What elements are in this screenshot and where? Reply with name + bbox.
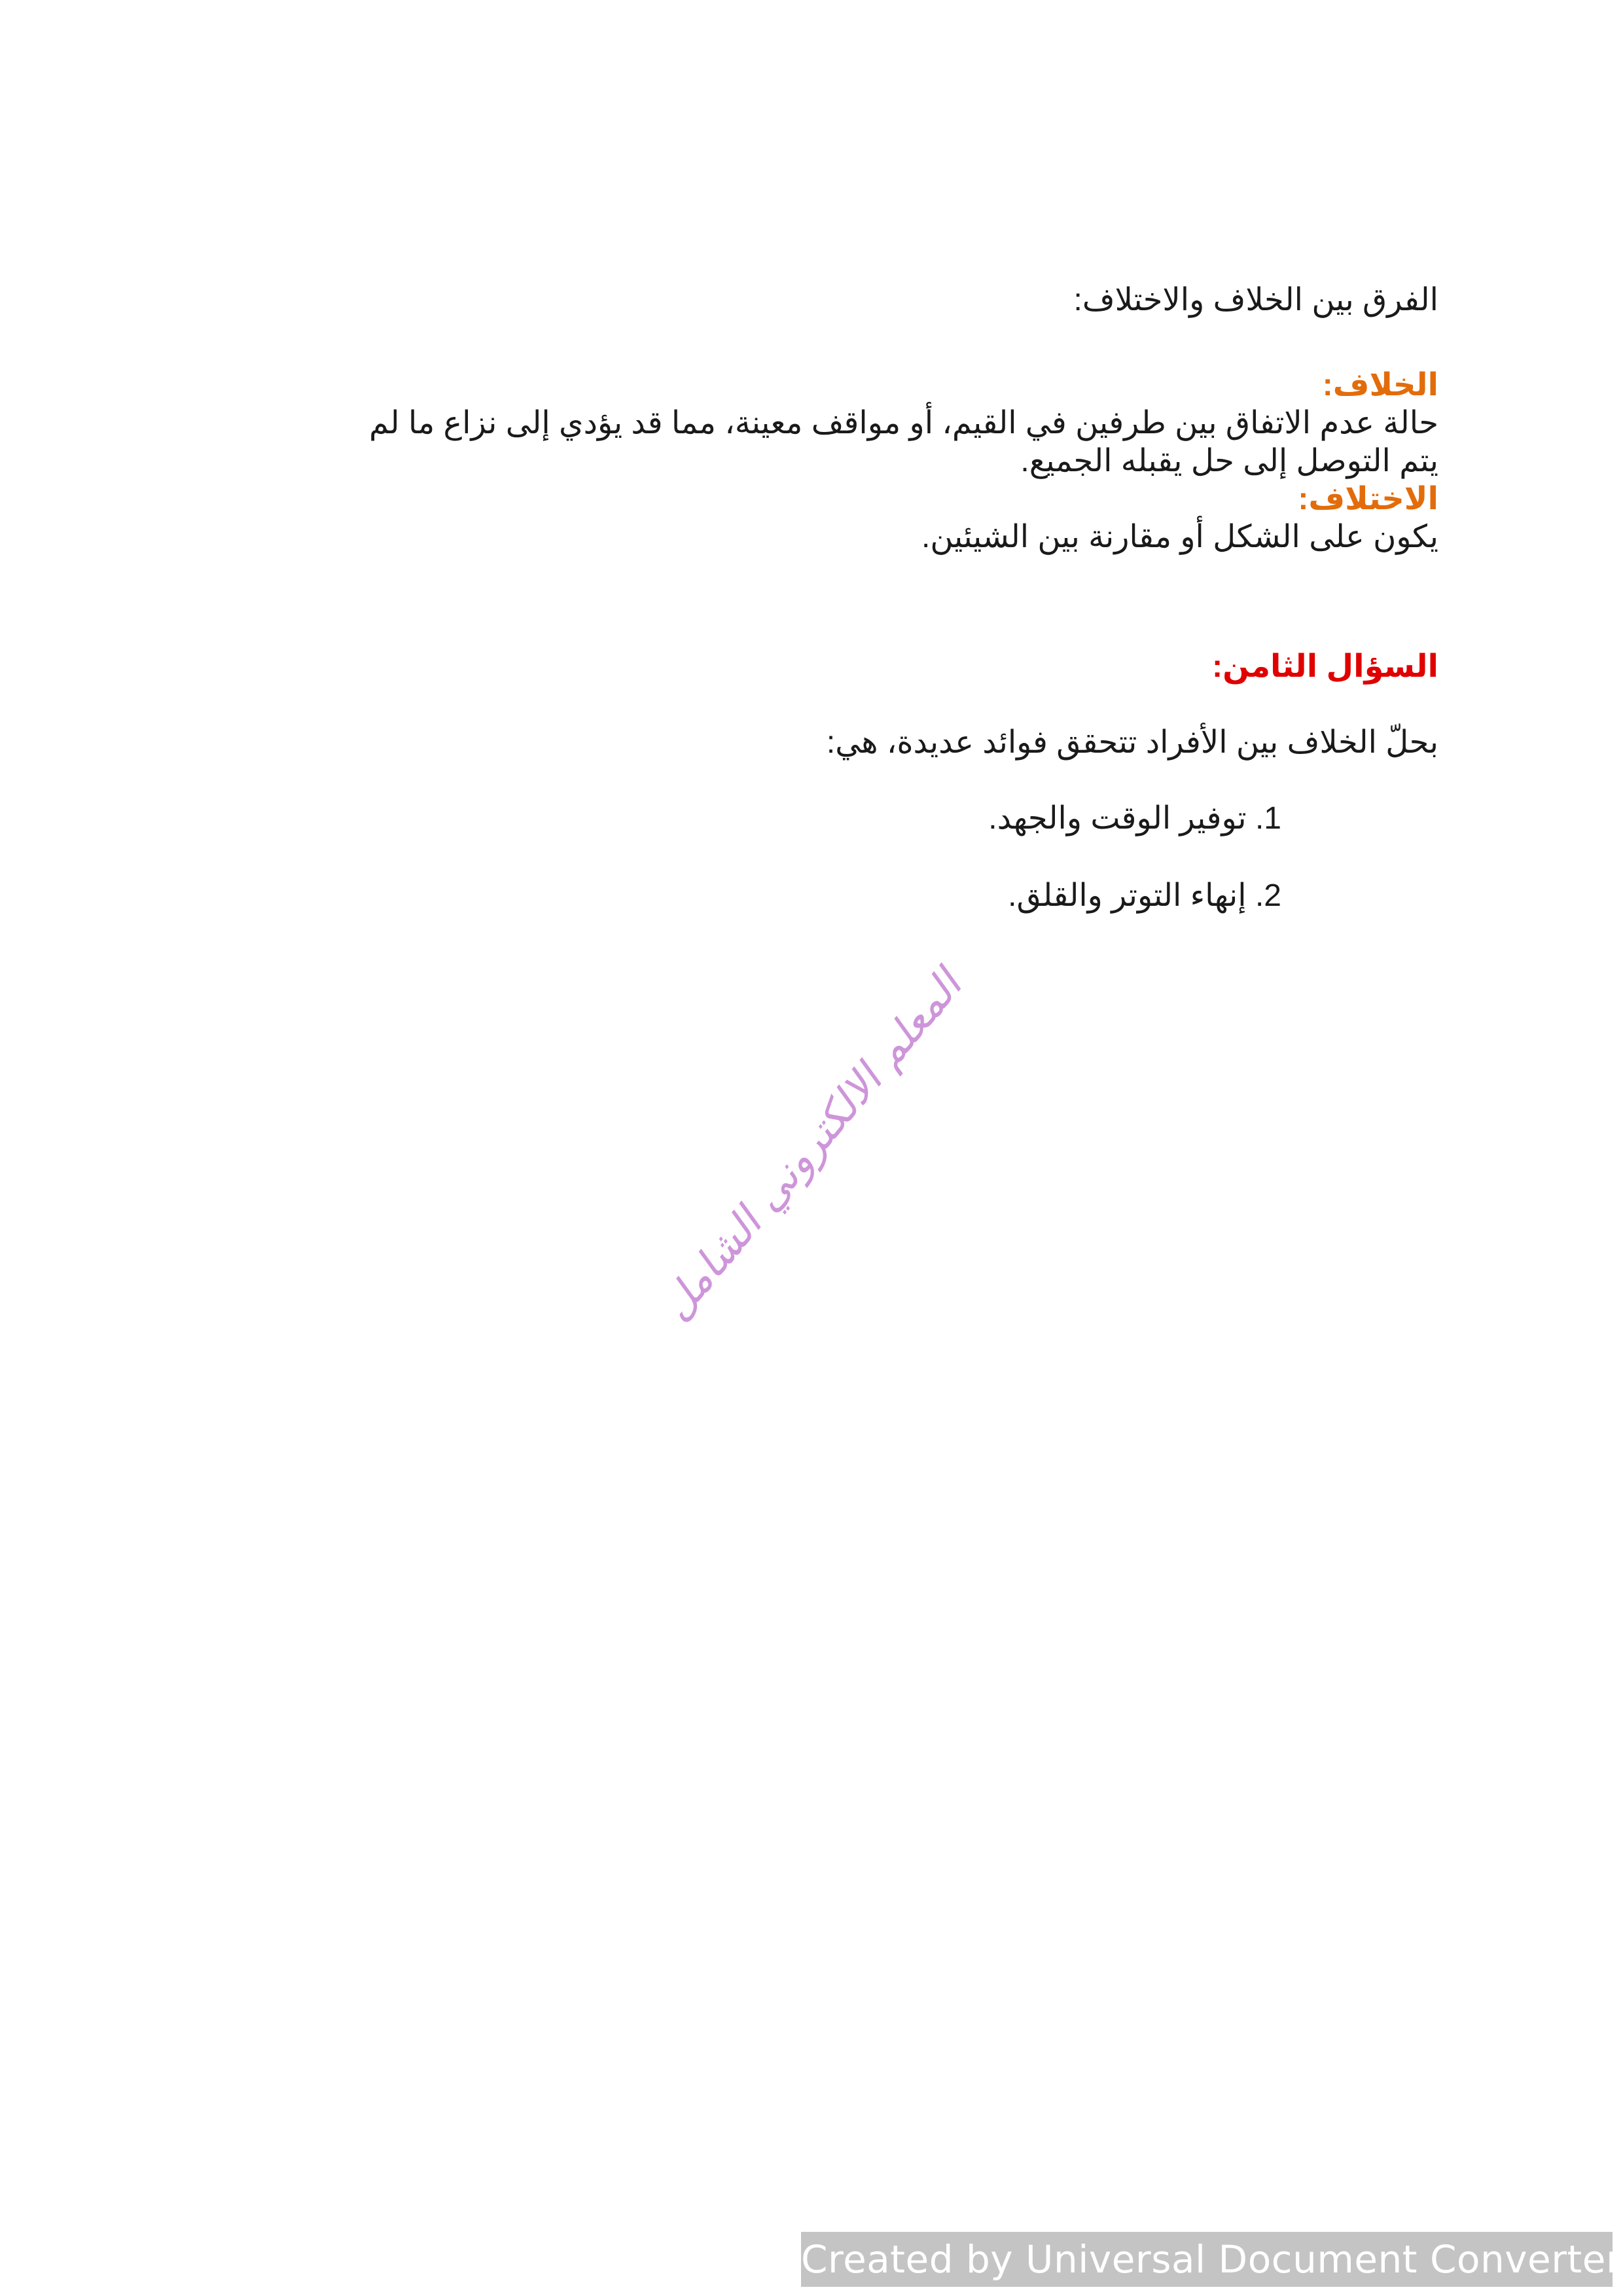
question-intro: بحلّ الخلاف بين الأفراد تتحقق فوائد عديدة، هي:	[826, 725, 1438, 760]
khilaf-definition-line-2: يتم التوصل إلى حل يقبله الجميع.	[1020, 444, 1438, 478]
section-heading: الفرق بين الخلاف والاختلاف:	[1073, 283, 1438, 317]
spacer	[216, 686, 1438, 724]
spacer	[216, 556, 1438, 648]
watermark-text: المعلم الالكتروني الشامل	[651, 961, 972, 1330]
converter-badge: Created by Universal Document Converter	[801, 2232, 1613, 2287]
list-item: 1. توفير الوقت والجهد.	[988, 801, 1281, 836]
ikhtilaf-title: الاختلاف:	[1298, 482, 1438, 516]
spacer	[216, 762, 1438, 800]
khilaf-title: الخلاف:	[1322, 368, 1438, 403]
khilaf-definition-line-1: حالة عدم الاتفاق بين طرفين في القيم، أو مواقف معينة، مما قد يؤدي إلى نزاع ما لم	[368, 406, 1438, 440]
ikhtilaf-definition: يكون على الشكل أو مقارنة بين الشيئين.	[921, 520, 1438, 554]
list-item: 2. إنهاء التوتر والقلق.	[1008, 878, 1281, 913]
question-title: السؤال الثامن:	[1212, 649, 1438, 684]
document-content	[216, 281, 1438, 954]
benefits-list	[216, 800, 1438, 915]
